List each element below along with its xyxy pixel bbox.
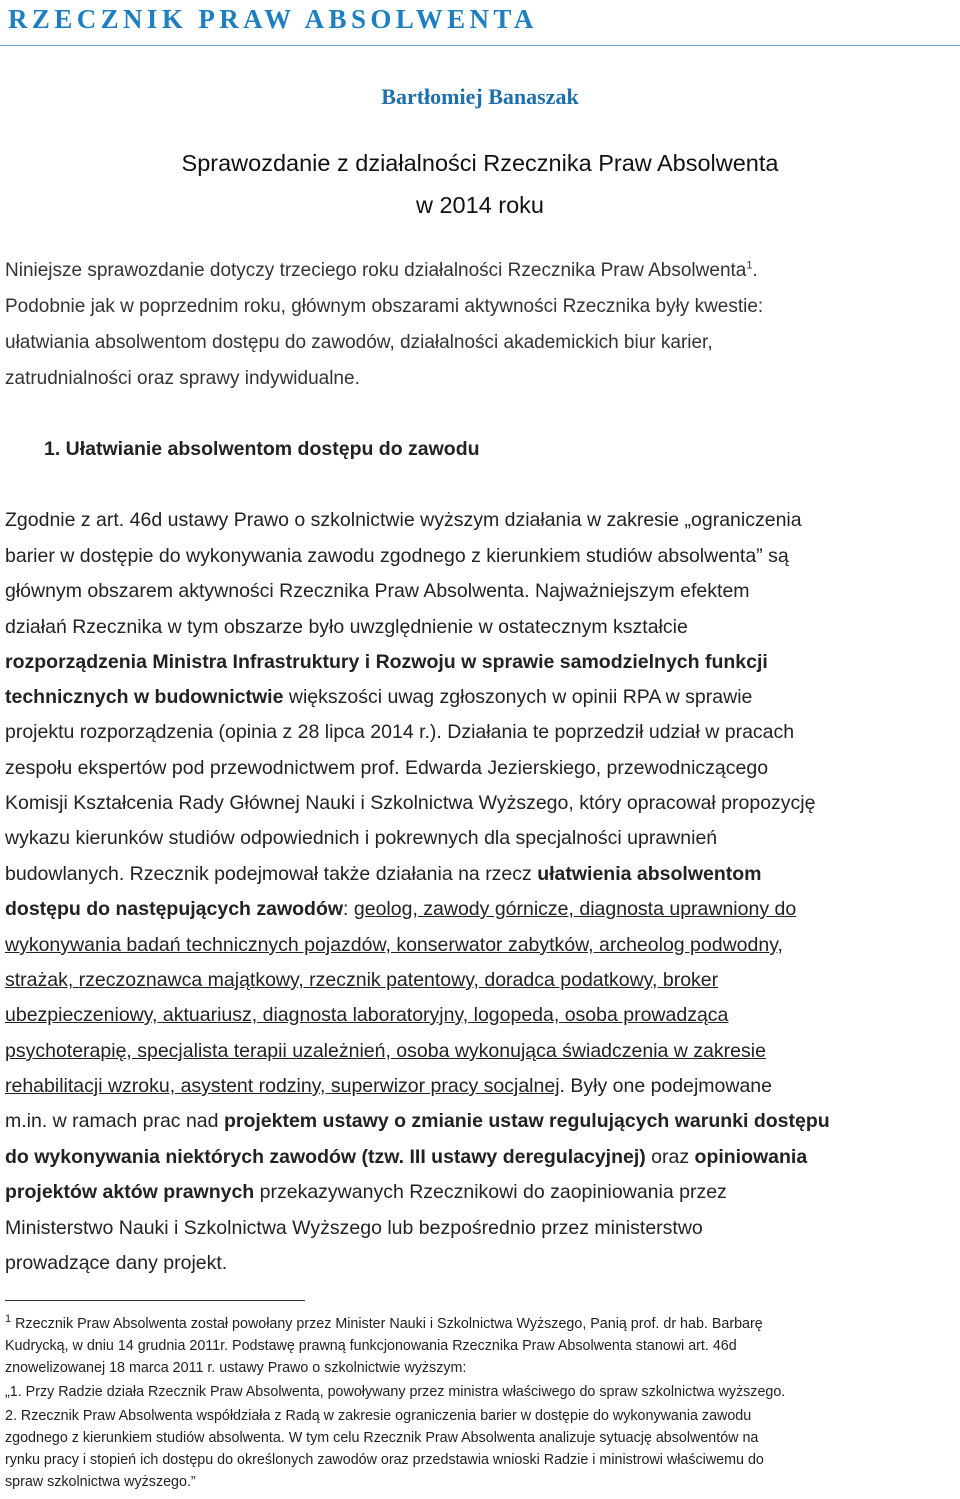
footnote-line-7: rynku pracy i stopień ich dostępu do określonych zawodów oraz przedstawia wnioski Radzie i ministrowi właściwemu do: [5, 1452, 764, 1468]
body-line-18: m.in. w ramach prac nad projektem ustawy o zmianie ustaw regulujących warunki dostępu: [5, 1110, 830, 1132]
body-line-11: budowlanych. Rzecznik podejmował także działania na rzecz ułatwienia absolwentom: [5, 863, 762, 885]
body-line-9: Komisji Kształcenia Rady Głównej Nauki i Szkolnictwa Wyższego, który opracował propozycję: [5, 792, 816, 814]
report-title: [0, 142, 960, 226]
body-line-2: barier w dostępie do wykonywania zawodu zgodnego z kierunkiem studiów absolwenta” są: [5, 545, 789, 567]
footnote-line-8: spraw szkolnictwa wyższego.”: [5, 1474, 196, 1490]
header-divider: [0, 45, 960, 46]
footnote-line-1: $^1$ Rzecznik Praw Absolwenta został powołany przez Minister Nauki i Szkolnictwa Wyższego, Panią prof. dr hab. Barbarę: [5, 1313, 763, 1332]
body-line-15: ubezpieczeniowy, aktuariusz, diagnosta laboratoryjny, logopeda, osoba prowadząca: [5, 1004, 729, 1026]
body-line-16: psychoterapię, specjalista terapii uzależnień, osoba wykonująca świadczenia w zakresie: [5, 1040, 766, 1062]
body-line-14: strażak, rzeczoznawca majątkowy, rzecznik patentowy, doradca podatkowy, broker: [5, 969, 719, 991]
body-line-22: prowadzące dany projekt.: [5, 1252, 228, 1274]
header-title: RZECZNIK PRAW ABSOLWENTA: [8, 4, 538, 34]
footnote-marker: 1: [5, 1313, 12, 1326]
footnote-line-2: Kudrycką, w dniu 14 grudnia 2011r. Podstawę prawną funkcjonowania Rzecznika Praw Absolwenta stanowi art. 46d: [5, 1338, 737, 1354]
body-line-17: rehabilitacji wzroku, asystent rodziny, superwizor pracy socjalnej. Były one podejmowane: [5, 1075, 772, 1097]
intro-line-3: ułatwiania absolwentom dostępu do zawodów, działalności akademickich biur karier,: [5, 332, 713, 353]
body-line-3: głównym obszarem aktywności Rzecznika Praw Absolwenta. Najważniejszym efektem: [5, 580, 750, 602]
body-line-7: projektu rozporządzenia (opinia z 28 lipca 2014 r.). Działania te poprzedził udział w pracach: [5, 721, 795, 743]
body-line-19: do wykonywania niektórych zawodów (tzw. III ustawy deregulacyjnej) oraz opiniowania: [5, 1146, 808, 1168]
body-line-5: rozporządzenia Ministra Infrastruktury i Rozwoju w sprawie samodzielnych funkcji: [5, 651, 768, 673]
body-line-13: wykonywania badań technicznych pojazdów, konserwator zabytków, archeolog podwodny,: [5, 934, 783, 956]
body-line-10: wykazu kierunków studiów odpowiednich i pokrewnych dla specjalności uprawnień: [5, 827, 718, 849]
author-name: Bartłomiej Banaszak: [381, 84, 579, 109]
body-line-20: projektów aktów prawnych przekazywanych Rzecznikowi do zaopiniowania przez: [5, 1181, 727, 1203]
footnote-line-4: „1. Przy Radzie działa Rzecznik Praw Absolwenta, powoływany przez ministra właściwego do spraw szkolnictwa wyższego.: [5, 1384, 786, 1400]
body-line-12: dostępu do następujących zawodów: geolog, zawody górnicze, diagnosta uprawniony do: [5, 898, 797, 920]
intro-line-2: Podobnie jak w poprzednim roku, głównym obszarami aktywności Rzecznika były kwestie:: [5, 296, 764, 317]
report-title-line2: w 2014 roku: [415, 192, 545, 218]
body-line-6: technicznych w budownictwie większości uwag zgłoszonych w opinii RPA w sprawie: [5, 686, 753, 708]
footnote-reference: 1: [746, 259, 753, 272]
section-heading: 1. Ułatwianie absolwentom dostępu do zawodu: [44, 438, 480, 460]
body-line-1: Zgodnie z art. 46d ustawy Prawo o szkolnictwie wyższym działania w zakresie „ograniczenia: [5, 509, 802, 531]
footnote-line-6: zgodnego z kierunkiem studiów absolwenta. W tym celu Rzecznik Praw Absolwenta analizuje sytuację absolwentów na: [5, 1430, 759, 1446]
footnote-line-5: 2. Rzecznik Praw Absolwenta współdziała z Radą w zakresie ograniczenia barier w dostępie do wykonywania zawodu: [5, 1408, 752, 1424]
footnote-divider: [5, 1300, 305, 1301]
body-line-8: zespołu ekspertów pod przewodnictwem prof. Edwarda Jezierskiego, przewodniczącego: [5, 757, 769, 779]
footnote-line-3: znowelizowanej 18 marca 2011 r. ustawy Prawo o szkolnictwie wyższym:: [5, 1360, 467, 1376]
intro-line-4: zatrudnialności oraz sprawy indywidualne.: [5, 368, 360, 389]
body-line-4: działań Rzecznika w tym obszarze było uwzględnienie w ostatecznym kształcie: [5, 616, 688, 638]
report-title-line1: Sprawozdanie z działalności Rzecznika Praw Absolwenta: [181, 150, 779, 176]
body-line-21: Ministerstwo Nauki i Szkolnictwa Wyższego lub bezpośrednio przez ministerstwo: [5, 1217, 703, 1239]
intro-line-1: Niniejsze sprawozdanie dotyczy trzeciego roku działalności Rzecznika Praw Absolwenta$^1$.: [5, 259, 758, 281]
